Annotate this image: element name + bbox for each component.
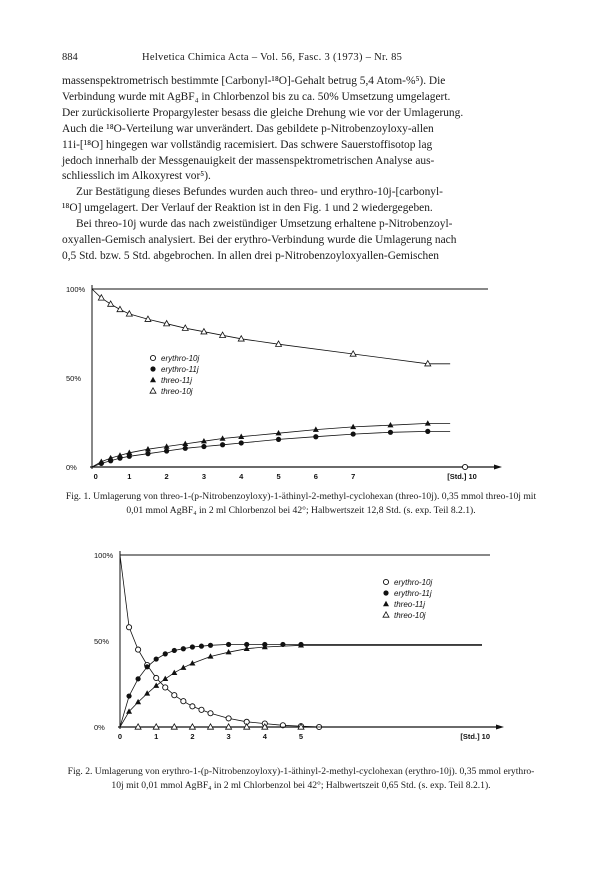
data-point-erythro-10j [190, 704, 195, 709]
x-tick-label: 4 [239, 472, 244, 481]
body-line: 0,5 Std. bzw. 5 Std. abgebrochen. In allen drei p-Nitrobenzoyloxyallen-Gemischen [62, 249, 439, 262]
data-point-threo-11j [162, 676, 168, 681]
data-point-erythro-10j [126, 625, 131, 630]
data-point-erythro-10j [172, 693, 177, 698]
data-point-erythro-11j [388, 430, 393, 435]
x-tick-label: 3 [226, 732, 231, 741]
y-tick-label: 50% [94, 637, 110, 646]
body-line: jedoch innerhalb der Messgenauigkeit der massenspektrometrischen Analyse aus- [62, 154, 435, 167]
data-point-erythro-10j [462, 464, 467, 469]
data-point-threo-10j [117, 306, 123, 311]
journal-line: Helvetica Chimica Acta – Vol. 56, Fasc. 3 (1973) – Nr. 85 [142, 52, 403, 63]
data-point-erythro-10j [163, 685, 168, 690]
legend-label: erythro-11j [161, 365, 199, 374]
body-line: Zur Bestätigung dieses Befundes wurden auch threo- und erythro-10j-[carbonyl- [76, 186, 443, 199]
x-tick-label: 0 [93, 472, 98, 481]
y-tick-label: 100% [94, 551, 114, 560]
x-tick-label: 2 [164, 472, 169, 481]
x-tick-label: 5 [298, 732, 304, 741]
legend-marker-threo-10j [150, 388, 156, 393]
data-point-erythro-11j [199, 644, 204, 649]
data-point-erythro-11j [154, 656, 159, 661]
data-point-erythro-11j [126, 693, 131, 698]
figure-1-chart [0, 275, 600, 485]
legend-label: erythro-10j [161, 354, 200, 363]
data-point-erythro-11j [220, 442, 225, 447]
legend-marker-erythro-11j [383, 590, 388, 595]
data-point-threo-11j [387, 422, 393, 427]
x-tick-label: 6 [313, 472, 318, 481]
x-axis-arrow [494, 465, 502, 470]
body-line: Bei threo-10j wurde das nach zweistündiger Umsetzung erhaltene p-Nitrobenzoyl- [76, 218, 453, 231]
x-tick-label: 4 [262, 732, 267, 741]
data-point-erythro-10j [208, 711, 213, 716]
body-line: schliesslich im Alkoxyrest vor⁵). [62, 170, 211, 183]
legend-marker-erythro-10j [150, 355, 155, 360]
series-line-threo-11j [120, 645, 482, 727]
figure-2-chart [0, 543, 600, 753]
data-point-erythro-11j [313, 434, 318, 439]
data-point-erythro-11j [164, 448, 169, 453]
x-tick-label: 2 [190, 732, 195, 741]
data-point-threo-11j [425, 420, 431, 425]
page-number: 884 [62, 52, 78, 63]
x-tick-label: 3 [201, 472, 207, 481]
legend-marker-erythro-11j [150, 366, 155, 371]
legend-label: erythro-10j [394, 578, 433, 587]
data-point-erythro-11j [181, 646, 186, 651]
series-line-erythro-11j [92, 431, 450, 467]
data-point-threo-11j [153, 683, 159, 688]
y-tick-label: 0% [66, 463, 77, 472]
x-tick-label: 5 [276, 472, 281, 481]
legend-label: threo-11j [161, 376, 192, 385]
data-point-erythro-11j [183, 446, 188, 451]
legend-label: threo-10j [394, 611, 426, 620]
y-tick-label: 50% [66, 374, 82, 383]
data-point-erythro-10j [181, 699, 186, 704]
legend-label: erythro-11j [394, 589, 432, 598]
data-point-erythro-11j [163, 651, 168, 656]
body-text [62, 74, 540, 265]
data-point-erythro-11j [425, 429, 430, 434]
x-tick-label: 0 [117, 732, 123, 741]
body-line: 11i-[¹⁸O] hingegen war vollständig racemisiert. Das schwere Sauerstoffisotop lag [62, 138, 433, 151]
data-point-erythro-10j [154, 675, 159, 680]
data-point-threo-11j [144, 690, 150, 695]
body-line: Verbindung wurde mit AgBF₄ in Chlorbenzol bis zu ca. 50% Umsetzung umgelagert. [62, 90, 451, 103]
body-line: massenspektrometrisch bestimmte [Carbonyl-¹⁸O]-Gehalt betrug 5,4 Atom-%⁵). Die [62, 75, 446, 87]
data-point-erythro-11j [201, 444, 206, 449]
series-line-threo-10j [92, 289, 450, 364]
series-line-threo-11j [92, 423, 450, 467]
data-point-threo-10j [126, 311, 132, 316]
data-point-threo-11j [180, 664, 186, 669]
legend-label: threo-10j [161, 387, 193, 396]
data-point-erythro-11j [172, 648, 177, 653]
data-point-erythro-11j [276, 437, 281, 442]
data-point-erythro-10j [226, 716, 231, 721]
y-tick-label: 0% [94, 723, 105, 732]
body-line: oxyallen-Gemisch analysiert. Bei der erythro-Verbindung wurde die Umlagerung nach [62, 234, 457, 247]
data-point-erythro-11j [351, 431, 356, 436]
data-point-threo-11j [171, 670, 177, 675]
figure-1-caption: Fig. 1. Umlagerung von threo-1-(p-Nitrobenzoyloxy)-1-äthinyl-2-methyl-cyclohexan (threo-10j). 0,35 mmol threo-10j mit 0,01 mmol AgBF₄ in 2 ml Chlorbenzol bei 42°; Halbwertszeit 12,8 Std. (s. exp. Teil 8.2.1). [65, 491, 537, 516]
x-tick-label: 1 [127, 472, 132, 481]
legend-marker-threo-10j [383, 612, 389, 617]
body-line: Auch die ¹⁸O-Verteilung war unverändert. Das gebildete p-Nitrobenzoyloxy-allen [62, 122, 434, 135]
data-point-erythro-10j [199, 707, 204, 712]
data-point-erythro-11j [239, 440, 244, 445]
data-point-erythro-10j [136, 647, 141, 652]
data-point-erythro-11j [208, 643, 213, 648]
x-axis-arrow [496, 725, 504, 730]
legend-marker-erythro-10j [383, 579, 388, 584]
figure-2-caption: Fig. 2. Umlagerung von erythro-1-(p-Nitrobenzoyloxy)-1-äthinyl-2-methyl-cyclohexan (erythro-10j). 0,35 mmol erythro-10j mit 0,01 mmol AgBF₄ in 2 ml Chlorbenzol bei 42°; Halbwertszeit 0,65 Std. (s. exp. Teil 8.2.1). [67, 766, 535, 791]
y-tick-label: 100% [66, 285, 86, 294]
data-point-erythro-11j [226, 642, 231, 647]
data-point-erythro-11j [145, 451, 150, 456]
body-line: Der zurückisolierte Propargylester besass die gleiche Drehung wie vor der Umlagerung. [62, 106, 464, 119]
legend-marker-threo-11j [150, 377, 156, 382]
legend-marker-threo-11j [383, 601, 389, 606]
data-point-threo-10j [108, 301, 114, 306]
series-line-erythro-11j [120, 644, 482, 727]
x-tick-label: [Std.] 10 [460, 732, 490, 741]
x-tick-label: 1 [154, 732, 159, 741]
data-point-erythro-11j [145, 664, 150, 669]
data-point-erythro-11j [136, 676, 141, 681]
x-tick-label: [Std.] 10 [447, 472, 477, 481]
x-tick-label: 7 [351, 472, 356, 481]
legend-label: threo-11j [394, 600, 425, 609]
body-line: ¹⁸O] umgelagert. Der Verlauf der Reaktion ist in den Fig. 1 und 2 wiedergegeben. [62, 202, 433, 215]
data-point-erythro-11j [190, 644, 195, 649]
